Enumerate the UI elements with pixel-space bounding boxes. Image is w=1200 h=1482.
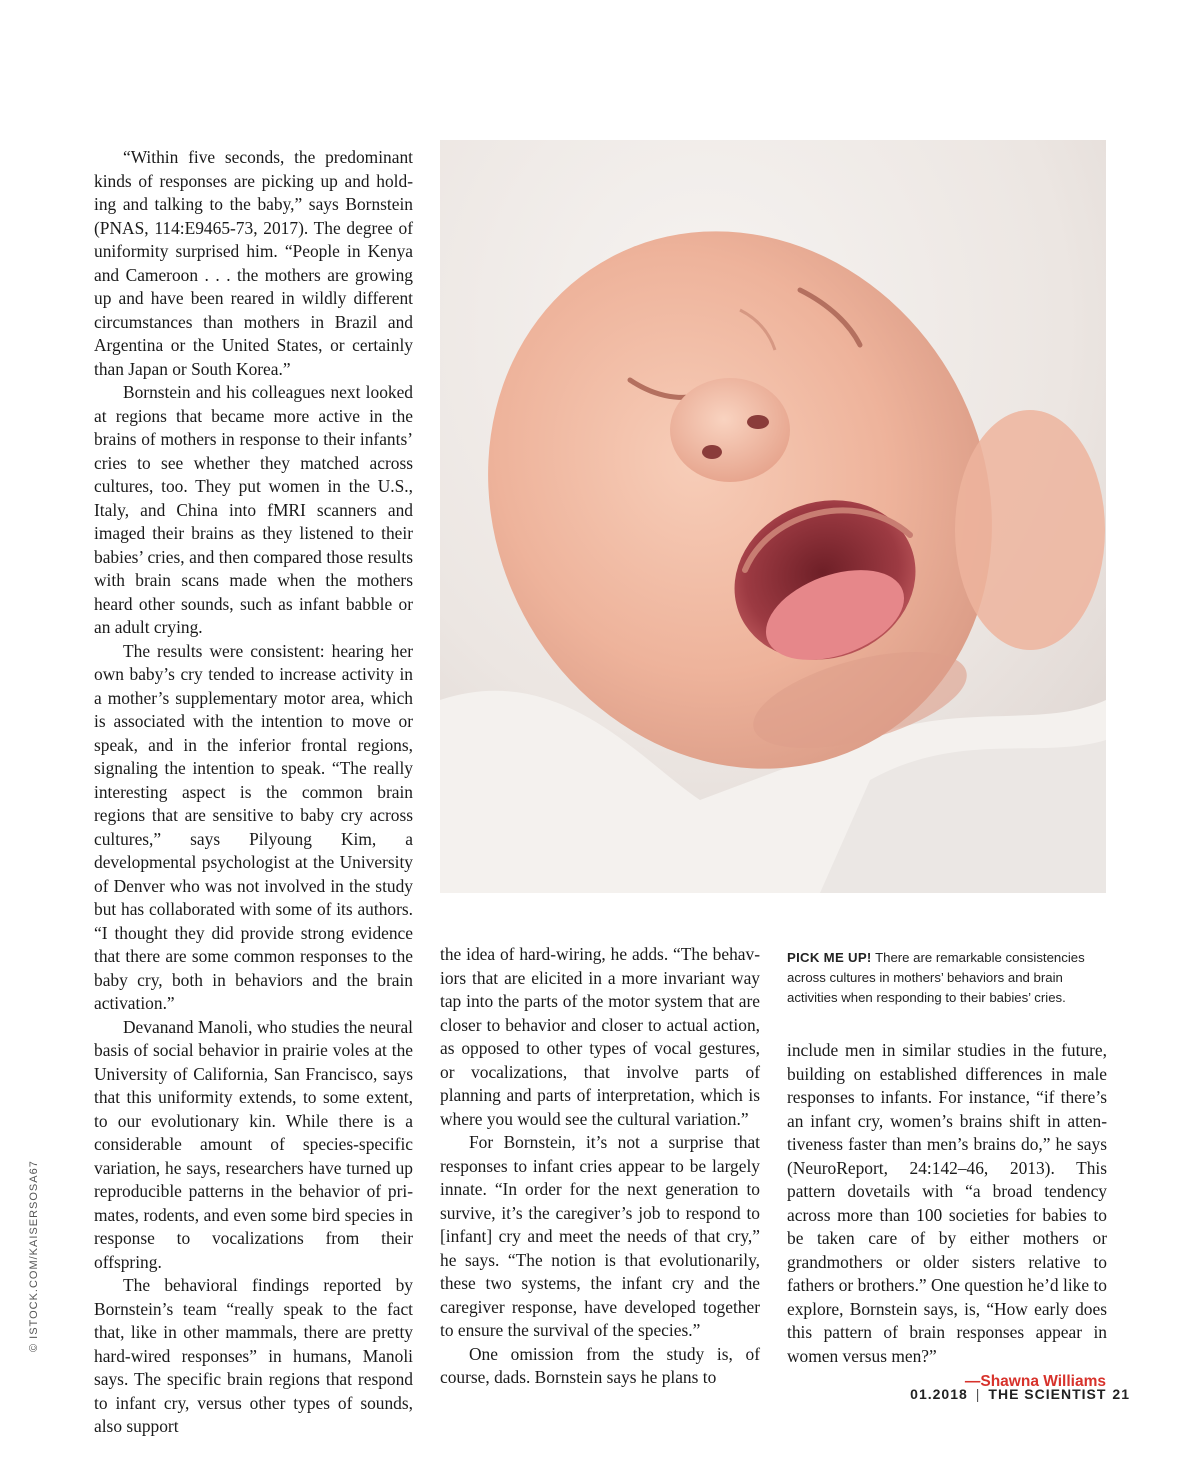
author-byline: —Shawna Williams <box>964 1373 1106 1390</box>
page-number: 21 <box>1112 1386 1130 1402</box>
paragraph: Devanand Manoli, who studies the neural basis of social behavior in prairie voles at the University of California, San Francisco, says that this uniformity extends, to some extent, to our evolutionary kin. While there is a considerable amount of species-specific variation, he says, researchers have turned up reproducible patterns in the behavior of primates, rodents, and even some bird species in response to vocalizations from their offspring. <box>94 1016 413 1272</box>
paragraph: the idea of hard-wiring, he adds. “The behaviors that are elicited in a more invariant way tap into the parts of the motor system that are closer to behavior and closer to actual action, as opposed to other types of vocal gestures, or vocalizations, that involve parts of planning and parts of interpretation, which is where you would see the cultural variation.” <box>440 944 760 1129</box>
article-column-3 <box>787 1039 1107 1394</box>
magazine-name: THE SCIENTIST <box>988 1386 1107 1402</box>
paragraph: include men in similar studies in the future, building on established differences in male responses to infants. For instance, “if there’s an infant cry, women’s brains shift in attentiveness faster than men’s brains do,” he says (NeuroReport, 24:142–46, 2013). This pattern dovetails with “a broad tendency across more than 100 societies for babies to be taken care of by either mothers or grandmothers or older sisters relative to fathers or brothers.” One question he’d like to explore, Bornstein says, is, “How early does this pattern of brain responses appear in women versus men?” <box>787 1040 1107 1366</box>
issue-date: 01.2018 <box>910 1386 968 1402</box>
paragraph: “Within five seconds, the predominant kinds of responses are picking up and holding and talking to the baby,” says Bornstein (PNAS, 114:E9465-73, 2017). The degree of uniformity surprised him. “People in Kenya and Cameroon . . . the mothers are growing up and have been reared in wildly different circumstances than mothers in Brazil and Argentina or the United States, or certainly than Japan or South Korea.” <box>94 147 413 379</box>
paragraph: Bornstein and his colleagues next looked at regions that became more active in the brains of mothers in response to their infants’ cries to see whether they matched across cultures, too. They put women in the U.S., Italy, and China into fMRI scanners and imaged their brains as they listened to their babies’ cries, and then compared those results with brain scans made when the mothers heard other sounds, such as infant babble or an adult crying. <box>94 382 413 637</box>
article-column-1 <box>94 146 413 1439</box>
paragraph: One omission from the study is, of course, dads. Bornstein says he plans to <box>440 1343 760 1387</box>
caption-lead: PICK ME UP! <box>787 950 872 965</box>
footer-separator: | <box>975 1386 981 1402</box>
paragraph: For Bornstein, it’s not a surprise that responses to infant cries appear to be largely innate. “In order for the next generation to survive, it’s the caregiver’s job to respond to [infant] cry and meet the needs of that cry,” he says. “The notion is that evolutionarily, these two systems, the infant cry and the caregiver response, have developed together to ensure the survival of the species.” <box>440 1132 760 1340</box>
paragraph: The behavioral findings reported by Bornstein’s team “really speak to the fact that, like in other mammals, there are pretty hard-wired responses” in humans, Manoli says. The specific brain regions that respond to infant cry, versus other types of sounds, also support <box>94 1275 413 1436</box>
caption-text: There are remarkable consistencies across cultures in mothers’ behaviors and brain activities when responding to their babies’ cries. <box>787 950 1085 1005</box>
photo-caption <box>787 948 1107 1008</box>
paragraph: The results were consistent: hearing her own baby’s cry tended to increase activity in a mother’s supplementary motor area, which is associated with the intention to move or speak, and in the inferior frontal regions, signaling the intention to speak. “The really interesting aspect is the common brain regions that are sensitive to baby cry across cultures,” says Pilyoung Kim, a developmental psychologist at the University of Denver who was not involved in the study but has collaborated with some of its authors. “I thought they did provide strong evidence that there are some common responses to the baby cry, both in behaviors and the brain activation.” <box>94 640 413 1013</box>
article-column-2 <box>440 943 760 1390</box>
crying-baby-photo <box>440 140 1106 893</box>
photo-credit: © ISTOCK.COM/KAISERSOSA67 <box>28 1160 40 1352</box>
page-footer <box>910 1386 1130 1402</box>
